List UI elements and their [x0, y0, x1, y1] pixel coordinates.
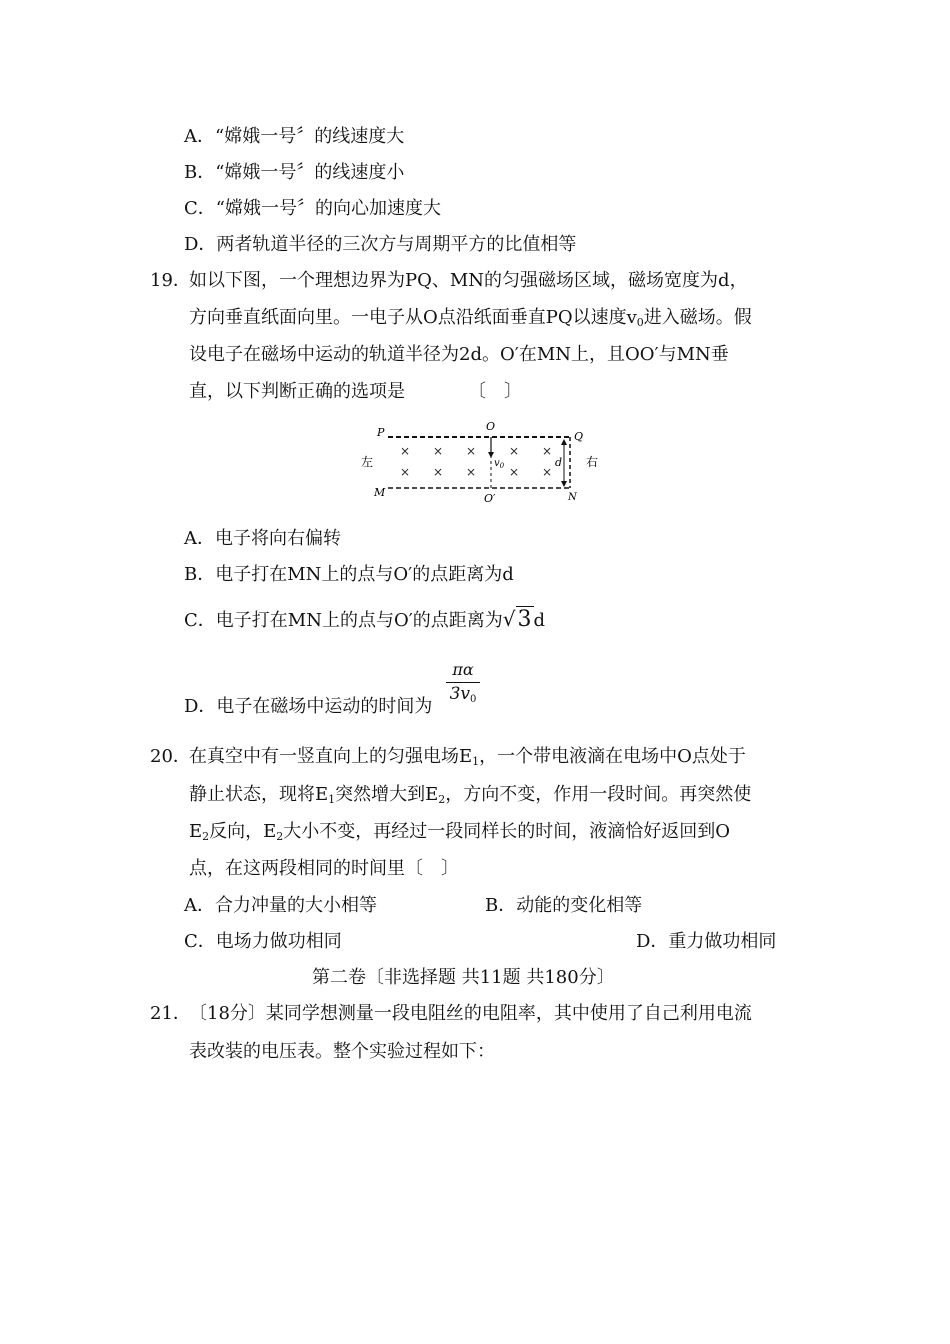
q19-option-b: B．电子打在MN上的点与O′的点距离为d: [184, 564, 514, 585]
q19-stem-line2: 方向垂直纸面向里。一电子从O点沿纸面垂直PQ以速度$v_0$进入磁场。假: [189, 307, 752, 329]
q19-option-c: C．电子打在MN上的点与O′的点距离为√3 d: [184, 604, 545, 636]
q19-stem-line1: 如以下图，一个理想边界为PQ、MN的匀强磁场区域，磁场宽度为d，: [189, 270, 748, 291]
field-cross: ×: [509, 444, 520, 458]
label-d: d: [555, 456, 563, 469]
q20-option-d: D．重力做功相同: [636, 931, 777, 952]
q20-option-c: C．电场力做功相同: [184, 931, 342, 952]
q21-number: 21．: [150, 1003, 191, 1024]
q20-stem-line4: 点，在这两段相同的时间里〔 〕: [189, 858, 459, 879]
label-n: N: [568, 492, 577, 503]
label-left: 左: [361, 455, 374, 469]
field-cross: ×: [400, 465, 411, 479]
q19-stem-line3: 设电子在磁场中运动的轨道半径为2d。O′在MN上，且OO′与MN垂: [189, 344, 729, 365]
label-o: O: [486, 420, 496, 433]
time-fraction: $\frac{\pi\alpha}{3v_0}$: [446, 660, 480, 705]
label-q: Q: [574, 430, 584, 443]
field-cross: ×: [542, 465, 553, 479]
field-cross: ×: [400, 444, 411, 458]
field-cross: ×: [466, 465, 477, 479]
q19-option-d: D．电子在磁场中运动的时间为: [184, 696, 433, 717]
field-cross: ×: [542, 444, 553, 458]
q19-stem-line4: 直，以下判断正确的选项是 〔 〕: [189, 381, 522, 402]
field-cross: ×: [433, 444, 444, 458]
field-cross: ×: [466, 444, 477, 458]
q21-stem-line1: 〔18分〕某同学想测量一段电阻丝的电阻率，其中使用了自己利用电流: [189, 1003, 752, 1024]
q21-stem-line2: 表改装的电压表。整个实验过程如下：: [189, 1041, 495, 1062]
q18-option-a: A．“嫦娥一号〞的线速度大: [184, 126, 405, 147]
label-m: M: [374, 486, 386, 499]
field-cross: ×: [433, 465, 444, 479]
q19-number: 19．: [150, 270, 191, 291]
q20-option-a: A．合力冲量的大小相等: [184, 895, 377, 916]
section-heading: 第二卷〔非选择题 共11题 共180分〕: [312, 967, 615, 988]
q20-stem-line3: $E_2$反向，$E_2$大小不变，再经过一段同样长的时间，液滴恰好返回到O: [189, 821, 731, 843]
label-o-prime: O′: [484, 492, 496, 505]
q18-option-d: D．两者轨道半径的三次方与周期平方的比值相等: [184, 234, 577, 255]
label-p: P: [377, 426, 385, 439]
label-right: 右: [586, 455, 599, 469]
sqrt-symbol: √3: [502, 607, 532, 632]
q19-option-a: A．电子将向右偏转: [184, 528, 341, 549]
label-v0: $v_0$: [494, 458, 505, 470]
q20-number: 20．: [150, 746, 191, 767]
q20-stem-line2: 静止状态，现将$E_1$突然增大到$E_2$，方向不变，作用一段时间。再突然使: [189, 784, 752, 806]
magnetic-field-diagram: [358, 416, 608, 508]
q20-stem-line1: 在真空中有一竖直向上的匀强电场$E_1$，一个带电液滴在电场中O点处于: [189, 746, 746, 768]
q18-option-b: B．“嫦娥一号〞的线速度小: [184, 162, 405, 183]
field-cross: ×: [509, 465, 520, 479]
q20-option-b: B．动能的变化相等: [485, 895, 643, 916]
q18-option-c: C．“嫦娥一号〞的向心加速度大: [184, 198, 441, 219]
